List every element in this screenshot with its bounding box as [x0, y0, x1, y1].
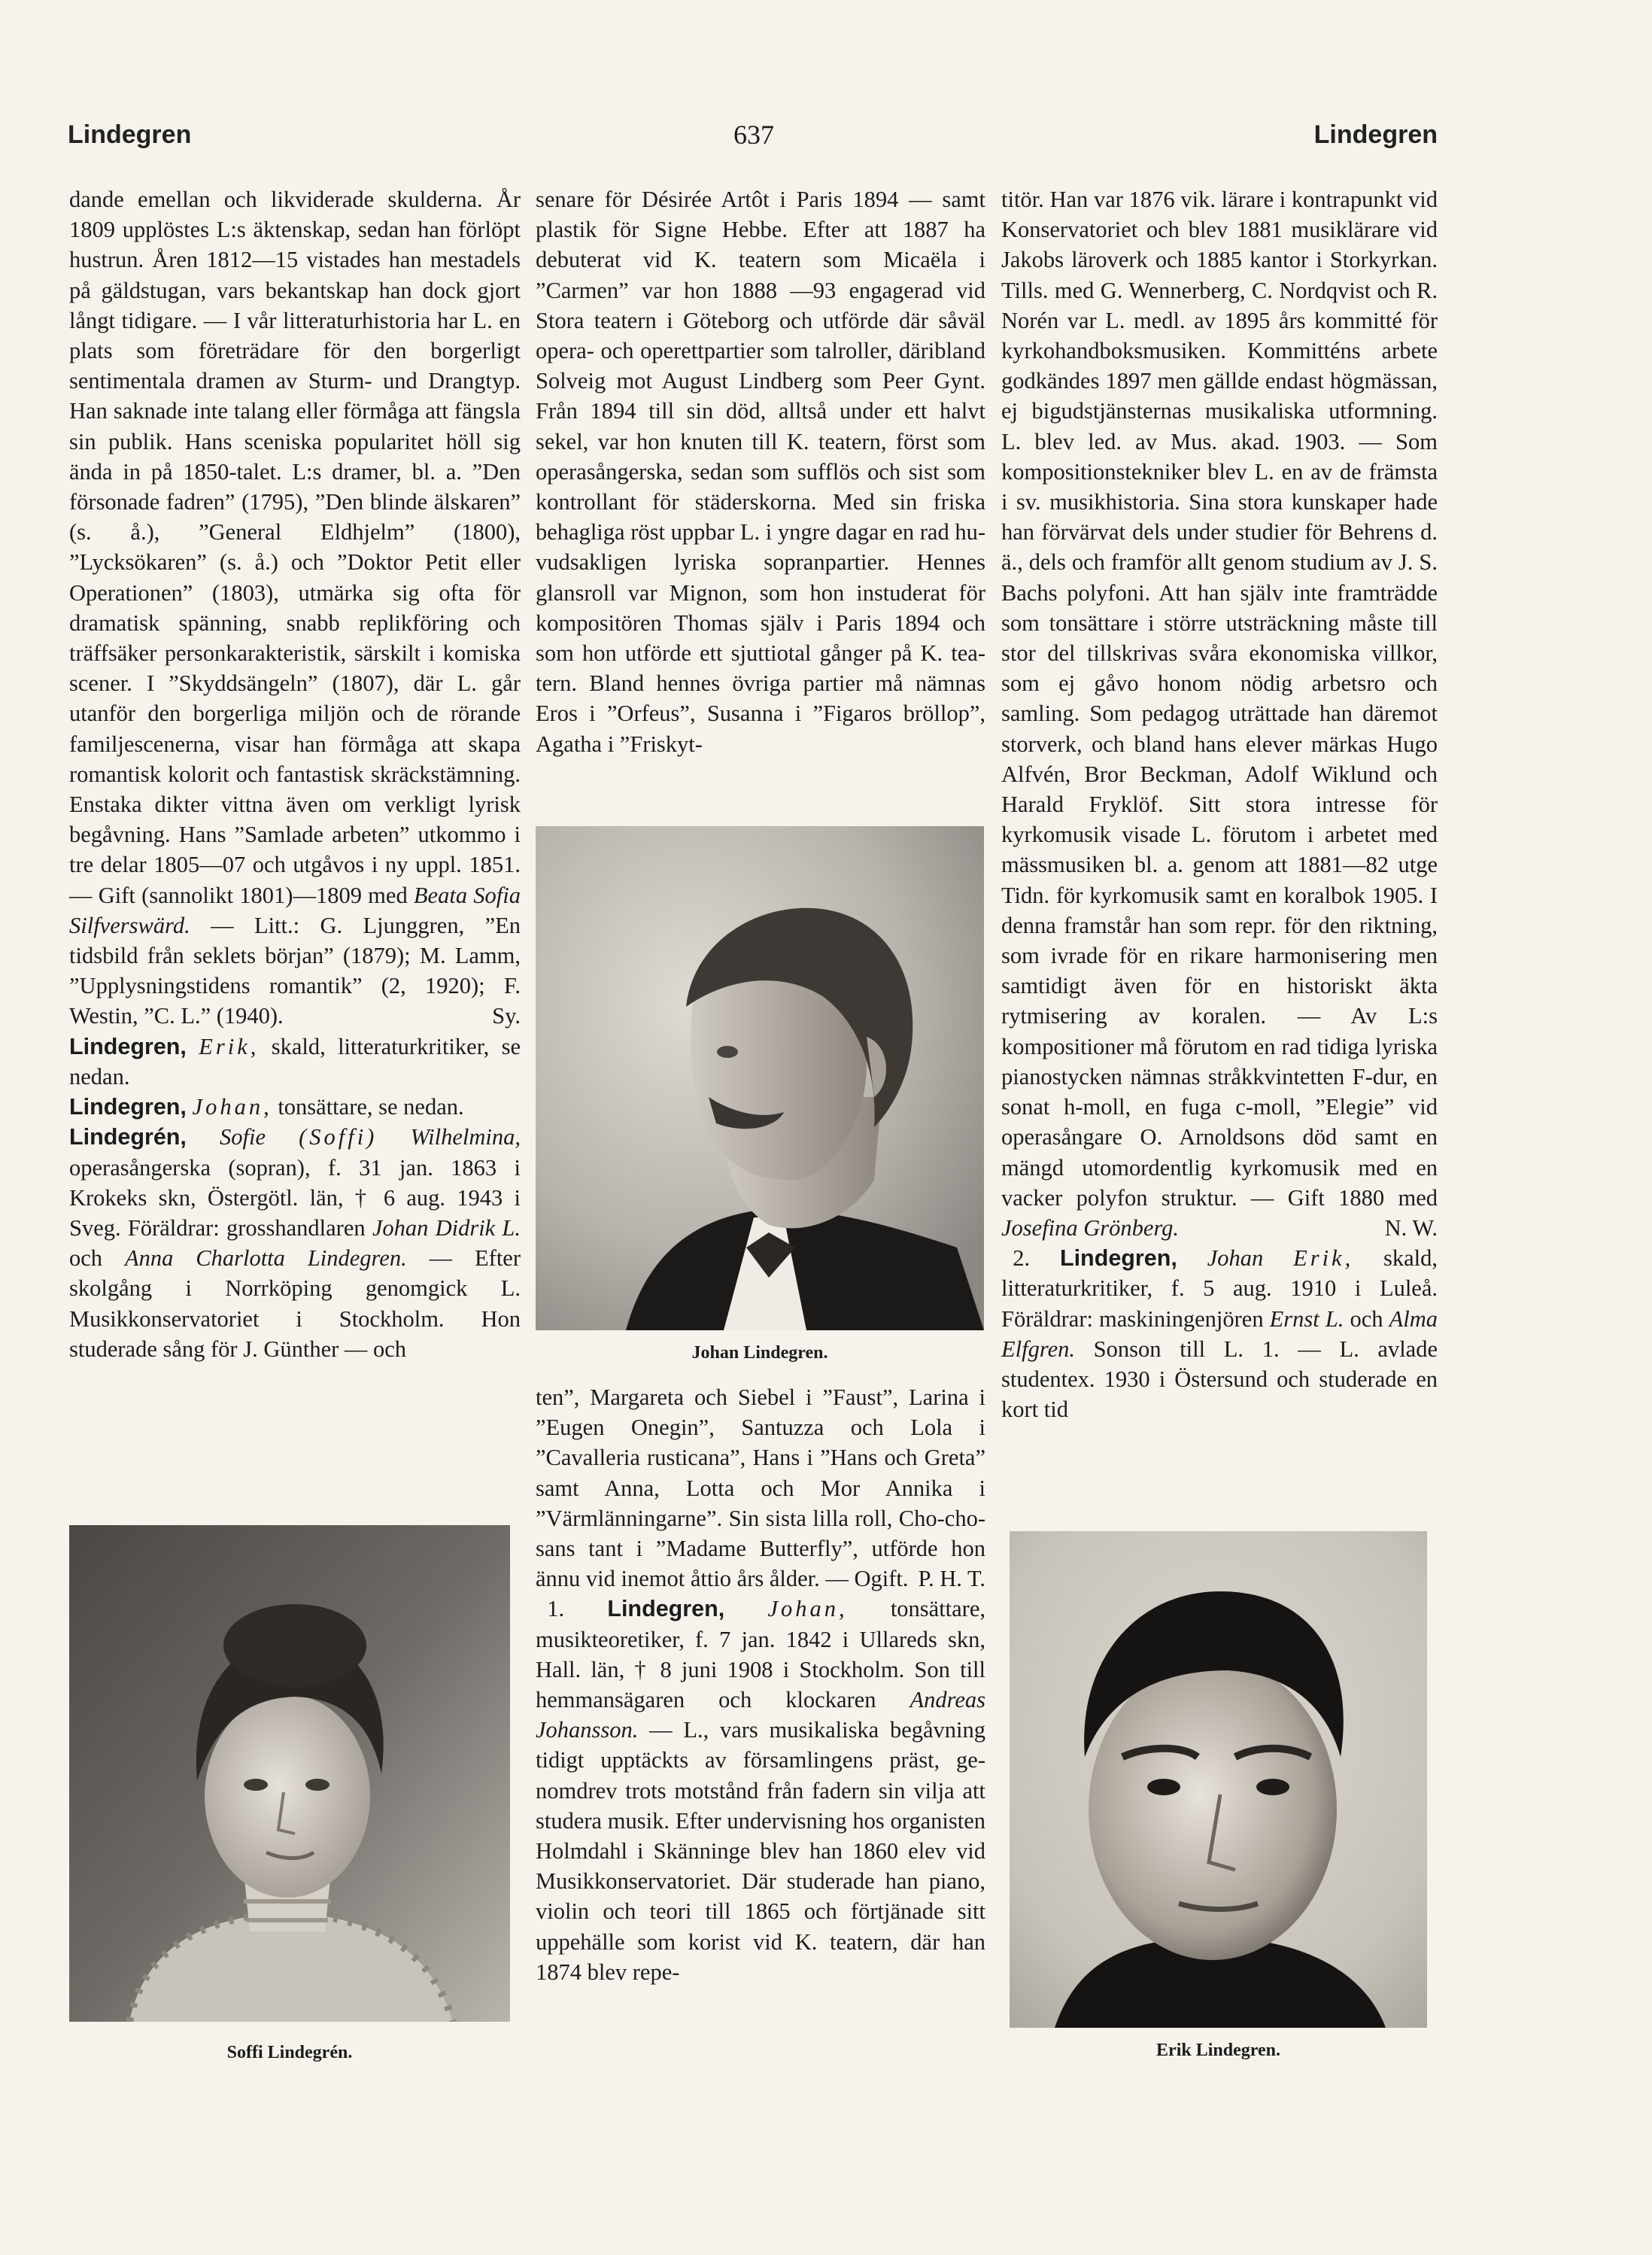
column-2-lower — [536, 1382, 985, 1987]
portrait-erik-image — [1010, 1531, 1427, 2028]
caption-soffi: Soffi Lindegrén. — [226, 2043, 353, 2062]
entry-erik-crossref: Lindegren, Erik, skald, litteraturkritiker, se nedan. — [69, 1033, 521, 1090]
entry-heading: Lindegren, — [69, 1033, 187, 1059]
entry-erik-lindegren: 2. Lindegren, Johan Erik, skald, litteraturkritiker, f. 5 aug. 1910 i Luleå. Föräldrar: maskiningenjören Ernst L. och Alma Elfgren. Sonson till L. 1. — L. avlade studentex. 1930 i Östersund och studerade en kort tid — [1001, 1245, 1438, 1423]
running-head-left: Lindegren — [68, 120, 192, 149]
author-signature: N. W. — [1384, 1214, 1438, 1241]
portrait-erik-lindegren — [1010, 1531, 1427, 2028]
portrait-johan-lindegren — [536, 826, 984, 1330]
paragraph-sofie-continued: senare för Désirée Artôt i Paris 1894 — samt plastik för Signe Hebbe. Efter att 1887 ha debuterat vid K. teatern som Micaëla i ”Carmen” var hon 1888 —93 engagerad vid Stora teatern i Göteborg och utförde där såväl opera- och operettpartier som talroller, däribland Solveig mot August Lindberg som Peer Gynt. Från 1894 till sin död, alltså under ett halvt sekel, var hon knuten till K. teatern, först som operasångerska, sedan som sufflös och sist som kontrollant för städerskorna. Med sin friska behagliga röst uppbar L. i yngre dagar en rad huvudsakligen lyriska sopranpartier. Hennes glansroll var Mignon, som hon instuderat för kompositören Thomas själv i Paris 1894 och som hon utförde ett sjuttiotal gånger på K. teatern. Bland hennes övriga partier må nämnas Eros i ”Orfeus”, Susanna i ”Figaros bröllop”, Agatha i ”Friskyt- — [536, 187, 985, 757]
caption-johan: Johan Lindegren. — [691, 1343, 828, 1363]
author-signature: Sy. — [492, 1003, 521, 1029]
running-head-right: Lindegren — [1313, 120, 1438, 149]
caption-erik: Erik Lindegren. — [1156, 2041, 1280, 2060]
portrait-johan-image — [536, 826, 984, 1330]
entry-heading: Lindegren, — [607, 1596, 725, 1622]
column-2-upper — [536, 184, 985, 759]
portrait-soffi-lindegren — [69, 1525, 510, 2022]
entry-heading: Lindegrén, — [69, 1124, 187, 1150]
entry-heading: Lindegren, — [1059, 1245, 1177, 1272]
entry-johan-lindegren: 1. Lindegren, Johan, tonsättare, musikteoretiker, f. 7 jan. 1842 i Ullareds skn, Hall. län, † 8 juni 1908 i Stockholm. Son till hemmansägaren och klockaren Andreas Johansson. — L., vars musikaliska begåvning tidigt upptäckts av församlingens präst, genomdrev trots motstånd från fadern sin vilja att studera musik. Efter undervisning hos organisten Holmdahl i Skänninge blev han 1860 elev vid Musikkonservatoriet. Där studerade han piano, violin och teori till 1865 och förtjänade sitt uppehälle som korist vid K. teatern, där han 1874 blev repe- — [536, 1596, 985, 1985]
paragraph-johan-continued: titör. Han var 1876 vik. lärare i kontrapunkt vid Konservatoriet och blev 1881 musiklärare vid Jakobs läroverk och 1885 kantor i Storkyrkan. Tills. med G. Wennerberg, C. Nordqvist och R. Norén var L. medl. av 1895 års kommitté för kyrkohandboksmusiken. Kommitténs arbete godkändes 1897 men gällde endast högmässan, ej bigudstjänsternas musikaliska utformning. L. blev led. av Mus. akad. 1903. — Som kompositionstekniker blev L. en av de främsta i sv. musikhistoria. Sina stora kunskaper hade han förvärvat dels under studier för Behrens d. ä., dels och framför allt genom studium av J. S. Bachs polyfoni. Att han själv inte framträdde som tonsättare i större utsträckning måste till stor del tillskrivas svåra ekonomiska villkor, som ej gåvo honom nödig arbetsro och samling. Som pedagog uträttade han däremot storverk, och bland hans elever märkas Hugo Alfvén, Bror Beckman, Adolf Wiklund och Harald Fryklöf. Sitt stora intresse för kyrkomusik visade L. förutom i arbetet med mässmusiken bl. a. genom att 1881—82 utge Tidn. för kyrkomusik samt en koralbok 1905. I denna framstår han som repr. för den riktning, som ivrade för en rikare harmonisering men samtidigt även för en historiskt äkta rytmisering av koralen. — Av L:s kompositioner må förutom en rad tidiga lyriska pianostycken nämnas stråkkvintetten F-dur, en sonat h-moll, en fuga c-moll, ”Elegie” vid operasångare O. Arnoldsons död samt en mängd utomordentlig kyrkomusik med en vacker polyfon struktur. — Gift 1880 med Josefina Grönberg. N. W. — [1001, 184, 1438, 1243]
page-number: 637 — [733, 120, 774, 150]
paragraph-c-lindegren-continued: dande emellan och likviderade skulderna. År 1809 upplöstes L:s äktenskap, sedan han förlöpt hustrun. Åren 1812—15 vistades han mestadels på gäldstugan, vars bekantskap han dock gjort långt tidigare. — I vår litteraturhistoria har L. en plats som företrädare för den borgerligt sentimentala dramen av Sturm- und Drangtyp. Han saknade inte talang eller förmåga att fängsla sin publik. Hans sceniska popularitet höll sig ända in på 1850-talet. L:s dramer, bl. a. ”Den försonade fadren” (1795), ”Den blinde älskaren” (s. å.), ”General Eldhjelm” (1800), ”Lycksökaren” (s. å.) och ”Doktor Petit eller Operationen” (1803), utmärka sig ofta för dramatisk spänning, snabb replikföring och träffsäker personkarakteristik, särskilt i komiska scener. I ”Skyddsängeln” (1807), där L. går utanför den borgerliga miljön och de rörande familjescenerna, visar han förmåga att skapa romantisk kolorit och fantastisk skräckstämning. Enstaka dikter vittna även om verkligt lyrisk begåvning. Hans ”Samlade arbeten” utkommo i tre delar 1805—07 och utgåvos i ny uppl. 1851. — Gift (sannolikt 1801)—1809 med Beata Sofia Silfverswärd. — Litt.: G. Ljunggren, ”En tidsbild från seklets början” (1879); M. Lamm, ”Upplysningstidens romantik” (2, 1920); F. Westin, ”C. L.” (1940). Sy. — [69, 184, 521, 1032]
column-1 — [69, 184, 521, 1364]
entry-sofie-lindegren: Lindegrén, Sofie (Soffi) Wilhelmina, operasångerska (sopran), f. 31 jan. 1863 i Krokeks skn, Östergötl. län, † 6 aug. 1943 i Sveg. Föräldrar: grosshandlaren Johan Didrik L. och Anna Charlotta Lindegren. — Efter skolgång i Norrköping genomgick L. Musikkonservatoriet i Stockholm. Hon studerade sång för J. Günther — och — [69, 1124, 521, 1362]
paragraph-sofie-roles: ten”, Margareta och Siebel i ”Faust”, Larina i ”Eugen Onegin”, Santuzza och Lola i ”Cavalleria rusticana”, Hans i ”Hans och Greta” samt Anna, Lotta och Mor Annika i ”Värmlänningarne”. Sin sista lilla roll, Cho-cho-sans tant i ”Madame Butterfly”, utförde hon ännu vid inemot åttio års ålder. — Ogift. P. H. T. — [536, 1382, 985, 1594]
entry-johan-crossref: Lindegren, Johan, tonsättare, se nedan. — [69, 1094, 464, 1120]
author-signature: P. H. T. — [918, 1566, 985, 1592]
entry-heading: Lindegren, — [69, 1094, 187, 1120]
column-3 — [1001, 184, 1438, 1424]
portrait-soffi-image — [69, 1525, 510, 2022]
